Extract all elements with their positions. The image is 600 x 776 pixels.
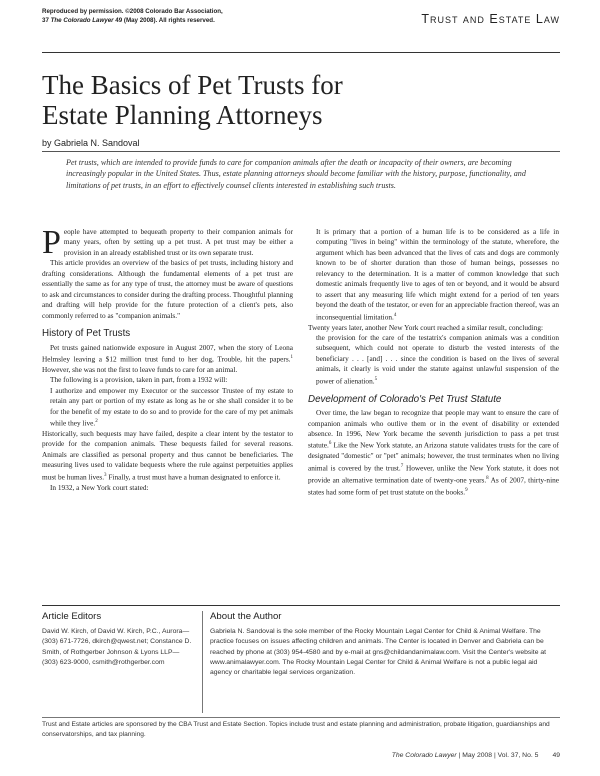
overview-paragraph: This article provides an overview of the basics of pet trusts, including history and drafting considerations. Although the fundamental elements of a pet trust are essentially the same as for any type of trust, the attorney must be aware of questions to ask and circumstances to consider during the drafting process. Thoughtful planning and drafting will help provide for the future protection of a client's pets, also commonly referred to as "companion animals." [42, 258, 293, 320]
court-quote-1 [316, 227, 559, 323]
editors-heading: Article Editors [42, 611, 102, 622]
sponsor-divider [42, 717, 560, 718]
repro-magazine: The Colorado Lawyer [50, 16, 114, 24]
colorado-text-d: As of 2007, thirty-nine states had some form of pet trust statute on the books. [308, 475, 559, 496]
court-quote-2 [316, 333, 559, 387]
section-name: Trust and Estate Law [421, 12, 560, 26]
heading-history: History of Pet Trusts [42, 328, 131, 340]
author-heading: About the Author [210, 611, 282, 622]
article-title [42, 70, 462, 130]
byline-divider [42, 151, 560, 152]
left-column [42, 224, 293, 493]
header-divider [42, 52, 560, 53]
byline: by Gabriela N. Sandoval [42, 138, 140, 148]
footnote-1: 1 [290, 354, 293, 360]
footnote-6: 6 [328, 441, 332, 447]
will-quote-text: I authorize and empower my Executor or the successor Trustee of my estate to retain any part or portion of my estate as long as he or she shall consider it to be for the benefit of my estate to do so and to provide for the care of my pet animals while they live. [50, 385, 293, 428]
page-header [42, 8, 560, 32]
will-quote [50, 386, 293, 429]
footer-magazine: The Colorado Lawyer [391, 752, 457, 759]
court-quote-2-text: the provision for the care of the testatrix's companion animals was a condition subsequent, which could not operate to disturb the vested interests of the beneficiary . . . [and] . . . since the condition is based on the lives of several animals, it clearly is void under the statute against unlawful suspension of the power of alienation. [316, 332, 559, 386]
history-paragraph-3 [42, 429, 293, 483]
page-number: 49 [552, 752, 560, 759]
repro-citation-number: 37 [42, 16, 49, 24]
title-line-1: The Basics of Pet Trusts for [42, 70, 343, 100]
intro-paragraph [42, 224, 293, 261]
court-intro-2: Twenty years later, another New York court reached a similar result, concluding: [308, 322, 544, 332]
history-text-1a: Pet trusts gained nationwide exposure in August 2007, when the story of Leona Helmsley leaving a $12 million trust fund to her dog, Trouble, hit the papers. [42, 342, 293, 364]
history-text-3a: Historically, such bequests may have failed, despite a clear intent by the testator to provide for the companion animals. These bequests failed for several reasons. Animals are classified as personal property and thus cannot be beneficiaries. The measuring lives used to validate bequests where the rule against perpetuities applies must be human lives. [42, 429, 293, 482]
abstract: Pet trusts, which are intended to provide funds to care for companion animals after the death or incapacity of their owners, are becoming increasingly popular in the United States. Thus, estate planning attorneys should become familiar with the history, purpose, functionality, and limitations of pet trusts, in an effort to effectively counsel clients interested in establishing such trusts. [66, 158, 526, 190]
editors-text: David W. Kirch, of David W. Kirch, P.C., Aurora—(303) 671-7726, dkirch@qwest.net; Constance D. Smith, of Rothgerber Johnson & Lyons LLP—(303) 623-9000, csmith@rothgerber.com [42, 628, 192, 666]
footnote-3: 3 [104, 472, 107, 478]
right-column [308, 227, 559, 497]
history-paragraph-4: In 1932, a New York court stated: [50, 482, 149, 492]
colorado-text-a: Over time, the law began to recognize that people may want to ensure the care of companion animals who outlive them or in the event of disability or extended absence. In 1996, New York became the seventh jurisdiction to pass a pet trust statute. [308, 408, 559, 450]
intro-text: eople have attempted to bequeath property to their companion animals for many years, often by setting up a pet trust. A pet trust may be either a provision in an already established trust or its own separate trust. [63, 227, 293, 257]
history-text-1b: However, she was not the first to leave funds to care for an animal. [42, 364, 238, 374]
footnote-7: 7 [400, 463, 404, 469]
colorado-paragraph [308, 408, 559, 497]
history-text-3b: Finally, a trust must have a human designated to enforce it. [106, 472, 281, 482]
footnote-8: 8 [486, 475, 489, 481]
footnote-2: 2 [95, 419, 98, 425]
page-footer [392, 752, 560, 759]
colorado-text-b: Like the New York statute, an Arizona statute validates trusts for the care of designated "domestic" or "pet" animals; however, the trust terminates when no living animal is covered by the trust. [308, 440, 559, 473]
sponsor-note: Trust and Estate articles are sponsored by the CBA Trust and Estate Section. Topics include trust and estate planning and administration, probate litigation, guardianships and conservatorships, and tax planning. [42, 721, 550, 738]
footnote-9: 9 [465, 487, 468, 493]
title-line-2: Estate Planning Attorneys [42, 100, 323, 130]
vertical-divider [202, 611, 203, 713]
about-author-box [210, 611, 560, 678]
author-text: Gabriela N. Sandoval is the sole member of the Rocky Mountain Legal Center for Child & Animal Welfare. The practice focuses on issues affecting children and animals. The Center is located in Denver and Gabriela can be reached by phone at (303) 954-4580 and by e-mail at gns@childandanimalaw.com. Visit the Center's website at www.animalawyer.com. The Rocky Mountain Legal Center for Child & Animal Welfare is not a public legal aid agency or charitable legal services organization. [210, 628, 547, 677]
bottom-divider [42, 605, 560, 606]
footnote-5: 5 [374, 376, 378, 382]
history-paragraph-2: The following is a provision, taken in part, from a 1932 will: [50, 375, 228, 385]
colorado-text-c: However, unlike the New York statute, it does not provide an alternative termination date of twenty-one years. [308, 463, 559, 485]
repro-line-2-rest: 49 (May 2008). All rights reserved. [115, 16, 215, 24]
drop-cap: P [42, 224, 61, 261]
repro-line-1: Reproduced by permission. ©2008 Colorado Bar Association, [42, 8, 223, 15]
reproduction-notice [42, 8, 223, 25]
article-editors-box [42, 611, 192, 668]
court-quote-1-text: It is primary that a portion of a human life is to be considered as a life in computing "lives in being" within the terminology of the statute, wherefore, the argument which has been advanced that the lives of cats and dogs are commonly known to be of shorter duration than those of human beings, possesses no relevancy to the determination. It is a matter of common knowledge that such domestic animals frequently live to ages of ten or beyond, and it would be absurd to assert that any measuring life which might extend for a period of ten years beyond the death of the testator, or even for an appreciable fraction thereof, was an inconsequential limitation. [316, 227, 559, 322]
history-paragraph-1 [42, 343, 293, 376]
heading-colorado: Development of Colorado's Pet Trust Statute [308, 393, 502, 405]
footer-issue: | May 2008 | Vol. 37, No. 5 [456, 752, 539, 759]
footnote-4: 4 [393, 312, 397, 318]
